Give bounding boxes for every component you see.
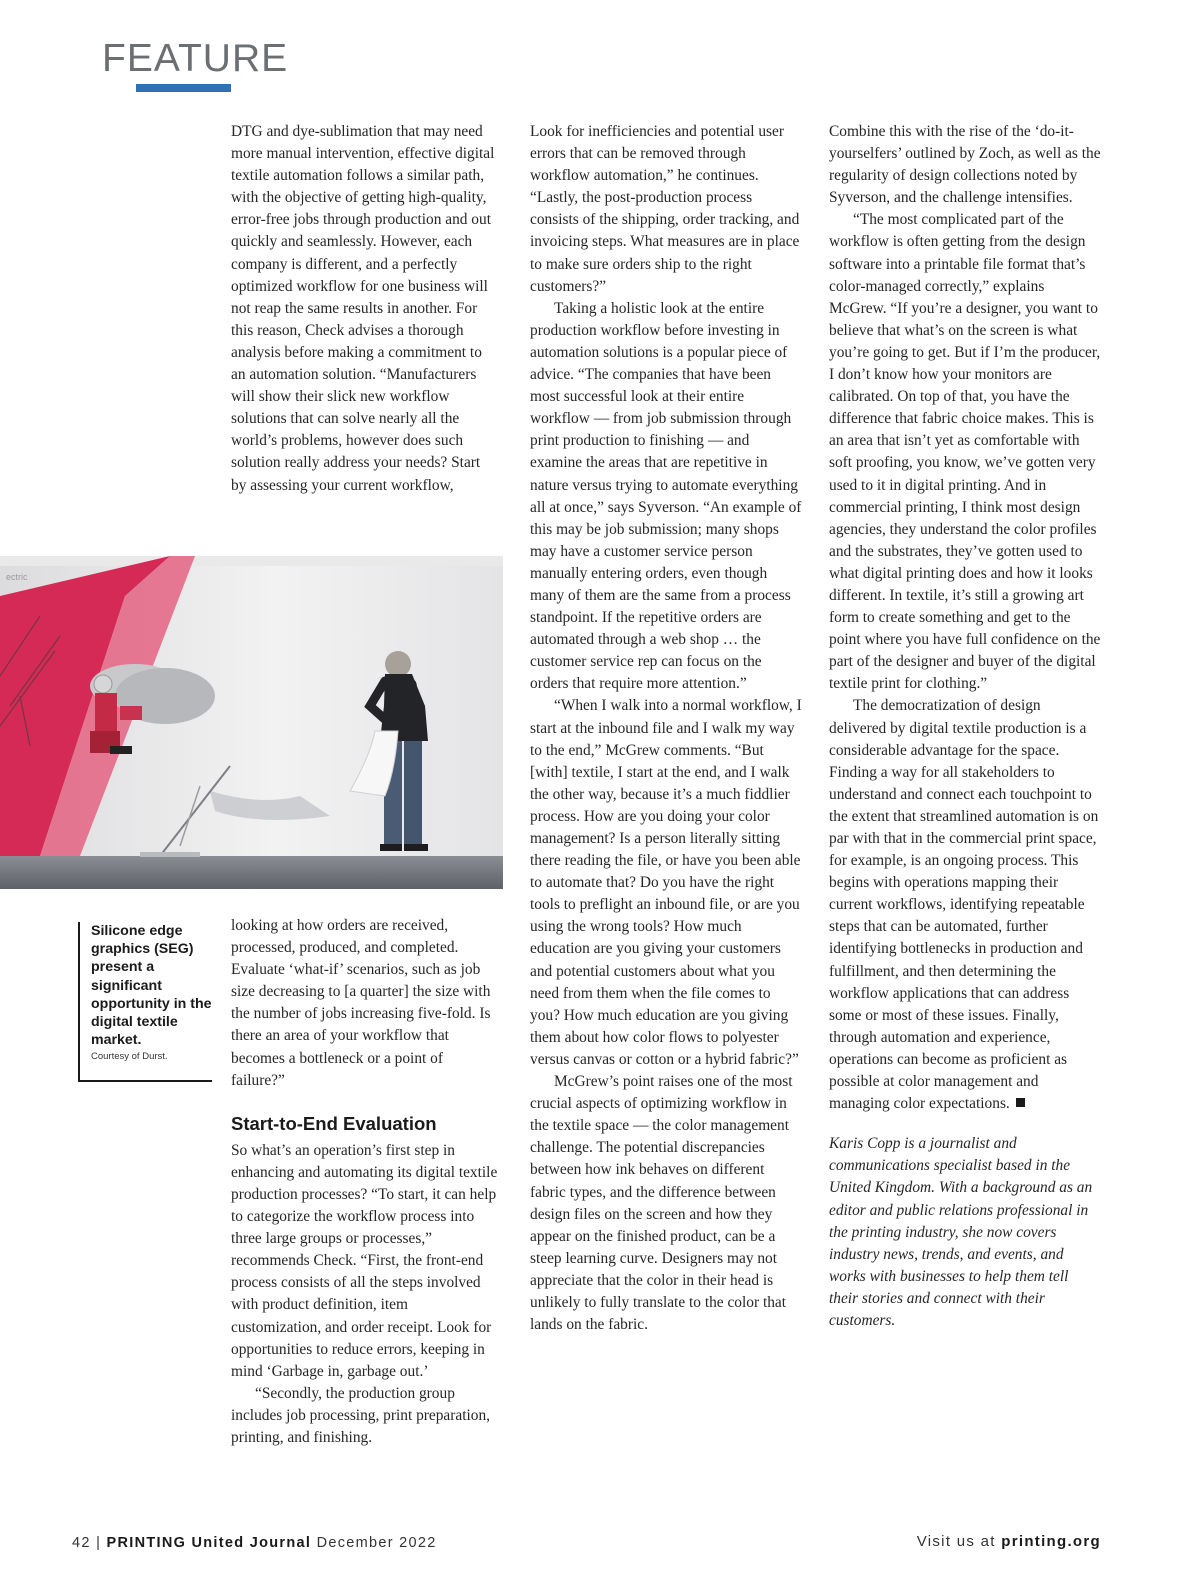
photo-caption (78, 922, 212, 1082)
page-footer (72, 1535, 437, 1551)
paragraph: So what’s an operation’s first step in enhancing and automating its digital textile production processes? “To start, it can help to categorize the workflow process into three large groups or processes,” recommends Check. “First, the front-end process consists of all the steps involved with product definition, item customization, and order receipt. Look for opportunities to reduce errors, keeping in mind ‘Garbage in, garbage out.’ (231, 1141, 498, 1380)
paragraph: Combine this with the rise of the ‘do-it-yourselfers’ outlined by Zoch, as well as the regularity of design collections noted by Syverson, and the challenge intensifies. (829, 123, 1101, 207)
paragraph: looking at how orders are received, processed, produced, and completed. Evaluate ‘what-if’ scenarios, such as job size decreasing to [a quarter] the size with the number of jobs increasing five-fold. Is there an area of your workflow that becomes a bottleneck or a point of failure?” (231, 917, 491, 1089)
visit-prefix: Visit us at (916, 1533, 996, 1550)
subheading: Start-to-End Evaluation (231, 1112, 437, 1134)
section-label: FEATURE (102, 37, 289, 80)
publication-name: PRINTING United Journal (106, 1535, 312, 1551)
issue-date: December 2022 (316, 1535, 437, 1551)
banner-logo: ectric (6, 572, 28, 582)
article-column-1-top (231, 121, 499, 497)
website-link[interactable]: printing.org (1001, 1533, 1101, 1550)
caption-text: Silicone edge graphics (SEG) present a significant opportunity in the digital textile market. (91, 923, 212, 1049)
article-column-1-bottom (231, 915, 499, 1449)
paragraph-text: The democratization of design delivered by digital textile production is a considerable advantage for the space. Finding a way for all stakeholders to understand and connect each touchpoint to the extent that streamlined automation is on par with that in the commercial print space, for example, is an ongoing process. This begins with operations mapping their current workflows, identifying repeatable steps that can be automated, further identifying bottlenecks in production and fulfillment, and then determining the workflow applications that can address some or most of these issues. Finally, through automation and experience, operations can become as proficient as possible at color management and managing color expectations. (829, 697, 1099, 1113)
article-photo (0, 556, 503, 889)
seg-display-photo (0, 556, 503, 889)
footer-separator: | (96, 1535, 102, 1551)
paragraph: “Secondly, the production group includes job processing, print preparation, printing, and finishing. (231, 1384, 491, 1446)
paragraph: “When I walk into a normal workflow, I start at the inbound file and I walk my way to the end,” McGrew comments. “But [with] textile, I start at the end, and I walk the other way, because it’s a much fiddlier process. How are you doing your color management? Is a person literally sitting there reading the file, or have you been able to automate that? Do you have the right tools to preflight an inbound file, or are you using the wrong tools? How much education are you giving your customers and potential customers about what you need from them when the file comes to you? How much education are you giving them about how color flows to polyester versus canvas or cotton or a hybrid fabric?” (530, 697, 802, 1068)
photo-credit: Courtesy of Durst. (91, 1051, 168, 1063)
final-paragraph (829, 695, 1101, 1115)
end-of-article-mark (1016, 1098, 1025, 1107)
paragraph: McGrew’s point raises one of the most crucial aspects of optimizing workflow in the textile space — the color management challenge. The potential discrepancies between how ink behaves on different fabric types, and the difference between design files on the screen and how they appear on the finished product, can be a steep learning curve. Designers may not appreciate that the color in their head is unlikely to fully translate to the color that lands on the fabric. (530, 1073, 793, 1334)
footer-visit (917, 1533, 1101, 1550)
article-column-2 (530, 121, 802, 1336)
paragraph: Look for inefficiencies and potential user errors that can be removed through workflow automation,” he continues. “Lastly, the post-production process consists of the shipping, order tracking, and invoicing steps. What measures are in place to make sure orders ship to the right customers?” (530, 123, 800, 295)
article-column-3 (829, 121, 1101, 1332)
paragraph: Taking a holistic look at the entire production workflow before investing in automation solutions is a popular piece of advice. “The companies that have been most successful look at their entire workflow — from job submission through print production to finishing — and examine the areas that are repetitive in nature versus trying to automate everything all at once,” says Syverson. “An example of this may be job submission; many shops may have a customer service person manually entering orders, even though many of them are the same from a process standpoint. If the repetitive orders are automated through a web shop … the customer service rep can focus on the orders that require more attention.” (530, 299, 802, 693)
author-bio: Karis Copp is a journalist and communications specialist based in the United Kingdom. With a background as an editor and public relations professional in the printing industry, she now covers industry news, trends, and events, and works with businesses to help them tell their stories and connect with their customers. (829, 1135, 1093, 1329)
paragraph: DTG and dye-sublimation that may need more manual intervention, effective digital textile automation follows a similar path, with the objective of getting high-quality, error-free jobs through production and out quickly and seamlessly. However, each company is different, and a perfectly optimized workflow for one business will not reap the same results in another. For this reason, Check advises a thorough analysis before making a commitment to an automation solution. “Manufacturers will show their slick new workflow solutions that can solve nearly all the world’s problems, however does such solution really address your needs? Start by assessing your current workflow, (231, 123, 495, 494)
page-number: 42 (72, 1535, 91, 1551)
paragraph: “The most complicated part of the workflow is often getting from the design software into a printable file format that’s color-managed correctly,” explains McGrew. “If you’re a designer, you want to believe that what’s on the screen is what you’re going to get. But if I’m the producer, I don’t know how your monitors are calibrated. On top of that, you have the difference that fabric choice makes. This is an area that isn’t yet as comfortable with soft proofing, you know, we’ve gotten very used to it in digital printing. And in commercial printing, I think most design agencies, they understand the color profiles and the substrates, they’ve gotten used to what digital printing does and how it looks different. In textile, it’s still a growing art form to create something and get to the point where you have full confidence on the part of the designer and buyer of the digital textile print for clothing.” (829, 211, 1101, 693)
section-accent-bar (136, 84, 231, 92)
